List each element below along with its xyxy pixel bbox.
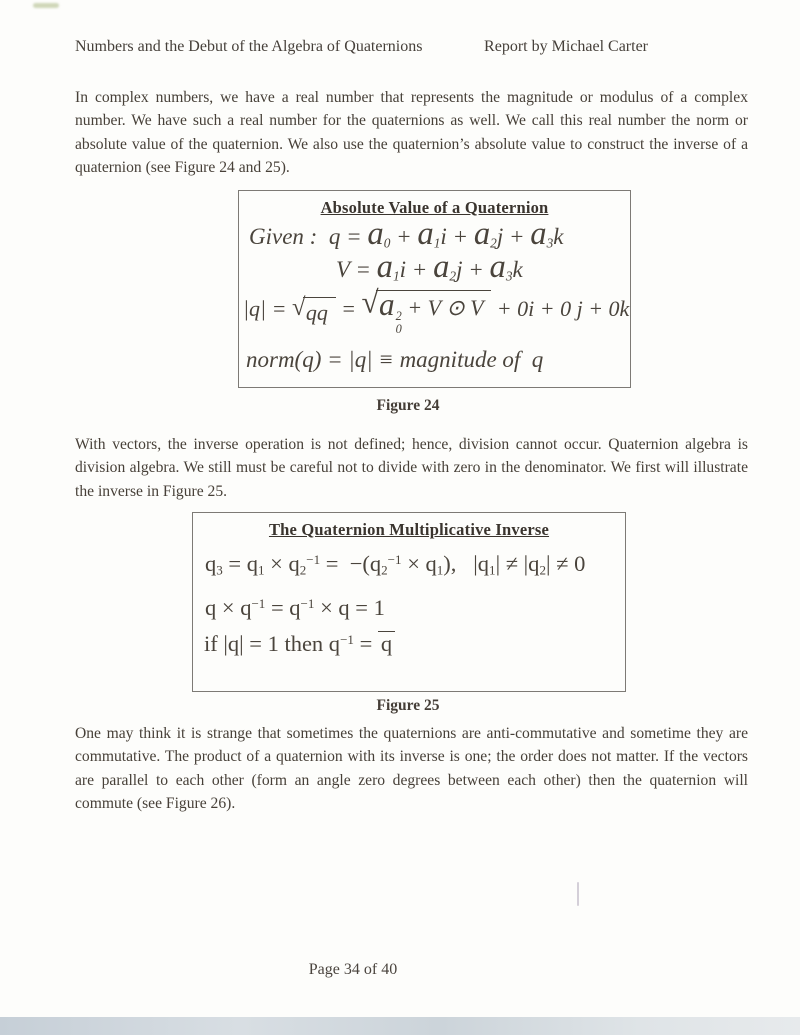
formula-absolute-value: |q| = √ qq = √ a 2 0 + V ⊙ V + 0i + 0 j + 0k bbox=[243, 284, 630, 337]
formula-inverse-product: $q \times q^{-1} = q^{-1} \times q = 1$ bbox=[205, 594, 385, 620]
formula-multiplicative-inverse: $q_3 = q_1 \times q_2^{-1} = -(q_2^{-1} \times q_1)$, $|q_1| \ne |q_2| \ne 0$ bbox=[205, 551, 586, 578]
figure24-caption: Figure 24 bbox=[376, 397, 440, 414]
scan-edge-strip bbox=[0, 1017, 800, 1035]
figure25-title: The Quaternion Multiplicative Inverse bbox=[268, 520, 550, 539]
header-title: Numbers and the Debut of the Algebra of Quaternions bbox=[75, 38, 423, 55]
formula-norm-equivalence: norm(q) = |q| ≡ magnitude of q bbox=[246, 347, 544, 373]
figure25-caption: Figure 25 bbox=[376, 697, 440, 714]
paragraph-commutativity: One may think it is strange that sometimes the quaternions are anti-commutative and sometime they are commutative. The product of a quaternion with its inverse is one; the order does not matter. If the vectors are parallel to each other (form an angle zero degrees between each other) then the quaternion will commute (see Figure 26). bbox=[75, 725, 748, 813]
page-header bbox=[75, 38, 648, 56]
formula-vector-part: $V = a_1i + a_2j + a_3k$ bbox=[336, 249, 523, 286]
scan-artifact-line bbox=[577, 882, 579, 906]
paragraph-norm-intro: In complex numbers, we have a real number that represents the magnitude or modulus of a complex number. We have such a real number for the quaternions as well. We call this real number the norm or absolute value of the quaternion. We also use the quaternion’s absolute value to construct the inverse of a quaternion (see Figure 24 and 25). bbox=[75, 89, 748, 177]
page-number: Page 34 of 40 bbox=[308, 961, 398, 978]
paragraph-inverse-intro: With vectors, the inverse operation is not defined; hence, division cannot occur. Quaternion algebra is division algebra. We still must be careful not to divide with zero in the denominator. We first will illustrate the inverse in Figure 25. bbox=[75, 436, 748, 500]
formula-unit-quaternion: if |q| = 1 then $q^{-1} = q$ bbox=[204, 629, 625, 658]
formula-q-definition: Given : $q = a_0 + a_1i + a_2j + a_3k$ bbox=[249, 216, 564, 252]
figure24-box bbox=[238, 190, 631, 388]
figure25-box bbox=[192, 512, 626, 692]
scan-artifact-mark bbox=[33, 3, 59, 8]
figure24-title: Absolute Value of a Quaternion bbox=[320, 198, 549, 217]
header-author: Report by Michael Carter bbox=[484, 38, 648, 55]
